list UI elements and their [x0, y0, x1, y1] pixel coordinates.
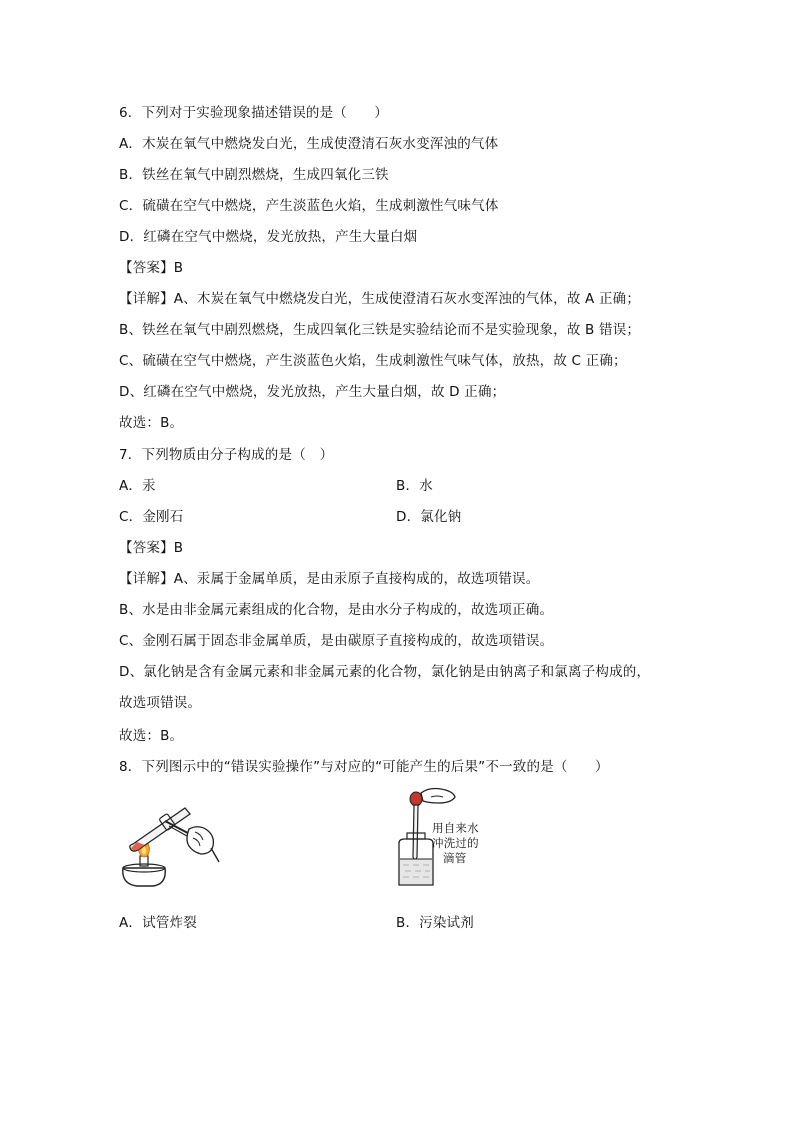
figure-b-label-line: 滴管 [443, 851, 467, 865]
figure-b-label-line: 冲洗过的 [432, 836, 479, 850]
q7-choose: 故选：B。 [119, 728, 184, 744]
q6-explanation-line: 【详解】A、木炭在氧气中燃烧发白光，生成使澄清石灰水变浑浊的气体，故 A 正确； [119, 291, 641, 307]
q8-option-a: A．试管炸裂 [119, 915, 197, 931]
q7-option-d: D．氯化钠 [396, 509, 462, 525]
figure-b-label-line: 用自来水 [432, 821, 479, 835]
q7-answer: 【答案】B [119, 540, 184, 556]
q7-option-b: B．水 [396, 478, 433, 494]
q6-option-b: B．铁丝在氧气中剧烈燃烧，生成四氧化三铁 [119, 167, 389, 183]
q7-explanation-line: 故选项错误。 [119, 695, 202, 711]
q6-option-c: C．硫磺在空气中燃烧，产生淡蓝色火焰，生成刺激性气味气体 [119, 198, 499, 214]
q8-stem: 8．下列图示中的“错误实验操作”与对应的“可能产生的后果”不一致的是（ ） [119, 759, 609, 775]
q8-option-b: B．污染试剂 [396, 915, 474, 931]
q6-explanation-line: B、铁丝在氧气中剧烈燃烧，生成四氧化三铁是实验结论而不是实验现象，故 B 错误； [119, 322, 641, 338]
figure-a-heating-test-tube [115, 796, 225, 891]
q7-stem: 7．下列物质由分子构成的是（ ） [119, 447, 334, 463]
q7-explanation-line: C、金刚石属于固态非金属单质，是由碳原子直接构成的，故选项错误。 [119, 633, 554, 649]
q7-option-c: C．金刚石 [119, 509, 184, 525]
q6-explanation-line: C、硫磺在空气中燃烧，产生淡蓝色火焰，生成刺激性气味气体，放热，故 C 正确； [119, 353, 627, 369]
q6-choose: 故选：B。 [119, 415, 184, 431]
q6-answer: 【答案】B [119, 260, 184, 276]
q6-option-d: D．红磷在空气中燃烧，发光放热，产生大量白烟 [119, 229, 418, 245]
q7-explanation-line: D、氯化钠是含有金属元素和非金属元素的化合物，氯化钠是由钠离子和氯离子构成的， [119, 664, 651, 680]
q7-explanation-line: B、水是由非金属元素组成的化合物，是由水分子构成的，故选项正确。 [119, 602, 554, 618]
q7-explanation-line: 【详解】A、汞属于金属单质，是由汞原子直接构成的，故选项错误。 [119, 571, 540, 587]
q6-option-a: A．木炭在氧气中燃烧发白光，生成使澄清石灰水变浑浊的气体 [119, 136, 499, 152]
q7-option-a: A．汞 [119, 478, 156, 494]
q6-explanation-line: D、红磷在空气中燃烧，发光放热，产生大量白烟，故 D 正确； [119, 384, 506, 400]
q6-stem: 6．下列对于实验现象描述错误的是（ ） [119, 105, 389, 121]
